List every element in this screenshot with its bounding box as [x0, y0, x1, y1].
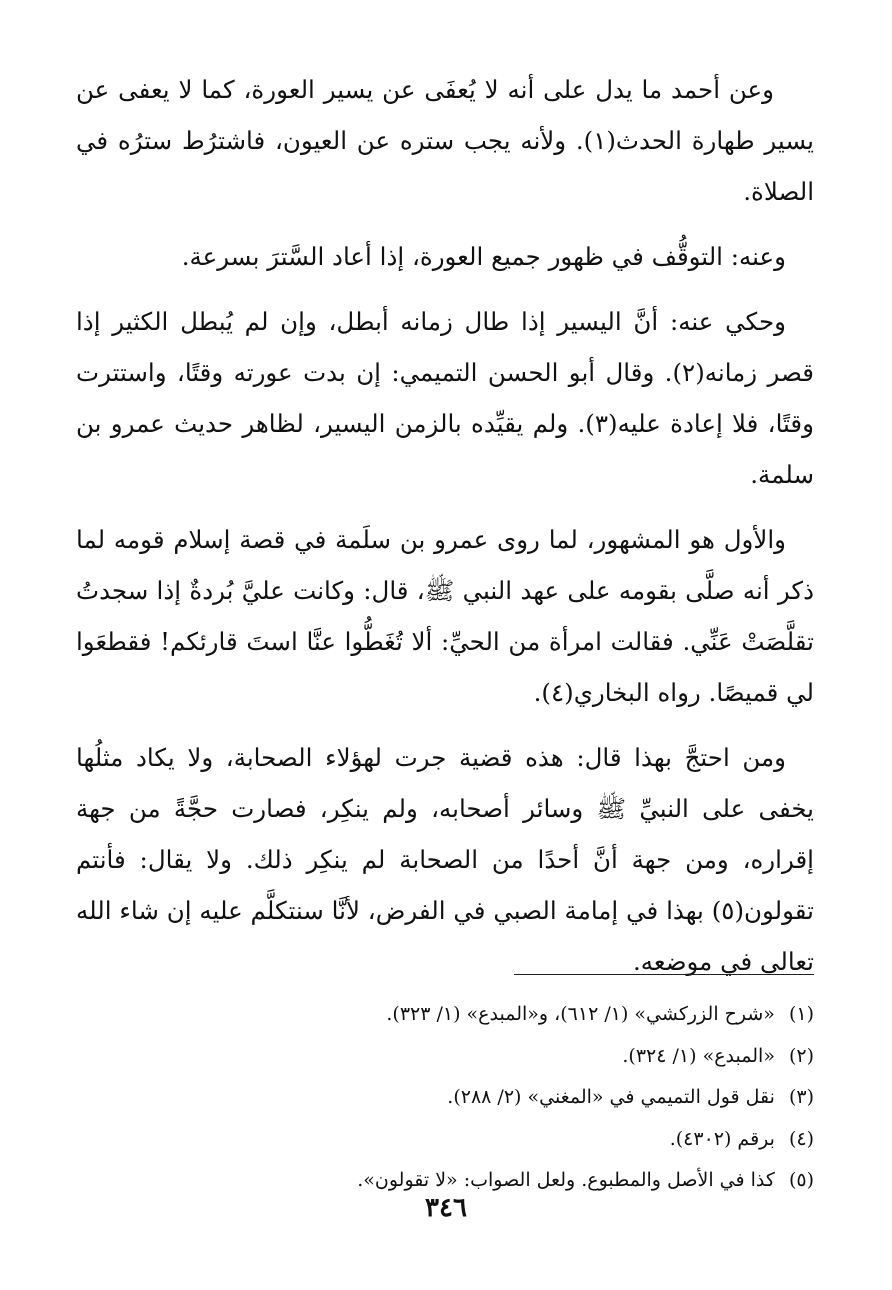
paragraph-3: وحكي عنه: أنَّ اليسير إذا طال زمانه أبطل، وإن لم يُبطل الكثير إذا قصر زمانه(٢). وقال أبو الحسن التميمي: إن بدت عورته وقتًا، واستترت وقتًا، فلا إعادة عليه(٣). ولم يقيِّده بالزمن اليسير، لظاهر حديث عمرو بن سلمة. [76, 307, 814, 489]
footnote-number: (٢) [788, 1044, 814, 1067]
footnote-text: برقم (٤٣٠٢). [669, 1127, 775, 1150]
paragraph-5: ومن احتجَّ بهذا قال: هذه قضية جرت لهؤلاء الصحابة، ولا يكاد مثلُها يخفى على النبيِّ ﷺ وسائر أصحابه، ولم ينكِر، فصارت حجَّةً من جهة إقراره، ومن جهة أنَّ أحدًا من الصحابة لم ينكِر ذلك. ولا يقال: فأنتم تقولون(٥) بهذا في إمامة الصبي في الفرض، لأنَّا سنتكلَّم عليه إن شاء الله تعالى في موضعه. [76, 743, 814, 976]
footnote-number: (٥) [788, 1169, 814, 1191]
footnote-3 [76, 1077, 814, 1119]
paragraph-2: وعنه: التوقُّف في ظهور جميع العورة، إذا أعاد السَّترَ بسرعة. [181, 242, 786, 271]
footnote-4 [76, 1119, 814, 1161]
paragraph-4: والأول هو المشهور، لما روى عمرو بن سلَمة في قصة إسلام قومه لما ذكر أنه صلَّى بقومه على عهد النبي ﷺ، قال: وكانت عليَّ بُردةٌ إذا سجدتُ تقلَّصَتْ عَنِّي. فقالت امرأة من الحيِّ: ألا تُغَطُّوا عنَّا استَ قارئكم! فقطعَوا لي قميصًا. رواه البخاري(٤). [76, 525, 814, 707]
footnote-text: «شرح الزركشي» (١/ ٦١٢)، و«المبدع» (١/ ٣٢٣). [386, 1003, 775, 1025]
footnote-number: (٣) [788, 1086, 814, 1108]
footnote-text: كذا في الأصل والمطبوع. ولعل الصواب: «لا تقولون». [357, 1169, 775, 1191]
footnote-text: نقل قول التميمي في «المغني» (٢/ ٢٨٨). [447, 1086, 775, 1108]
paragraph-1: وعن أحمد ما يدل على أنه لا يُعفَى عن يسير العورة، كما لا يعفى عن يسير طهارة الحدث(١). ولأنه يجب ستره عن العيون، فاشترُط سترُه في الصلاة. [76, 75, 814, 206]
footnote-divider [514, 974, 814, 975]
footnote-1 [76, 994, 814, 1036]
footnote-number: (٤) [788, 1127, 814, 1150]
main-text [76, 64, 814, 1001]
footnote-text: «المبدع» (١/ ٣٢٤). [622, 1044, 775, 1067]
footnote-2 [76, 1036, 814, 1078]
footnote-number: (١) [788, 1003, 814, 1025]
page-number: ٣٤٦ [425, 1193, 467, 1223]
footnotes [76, 994, 814, 1202]
